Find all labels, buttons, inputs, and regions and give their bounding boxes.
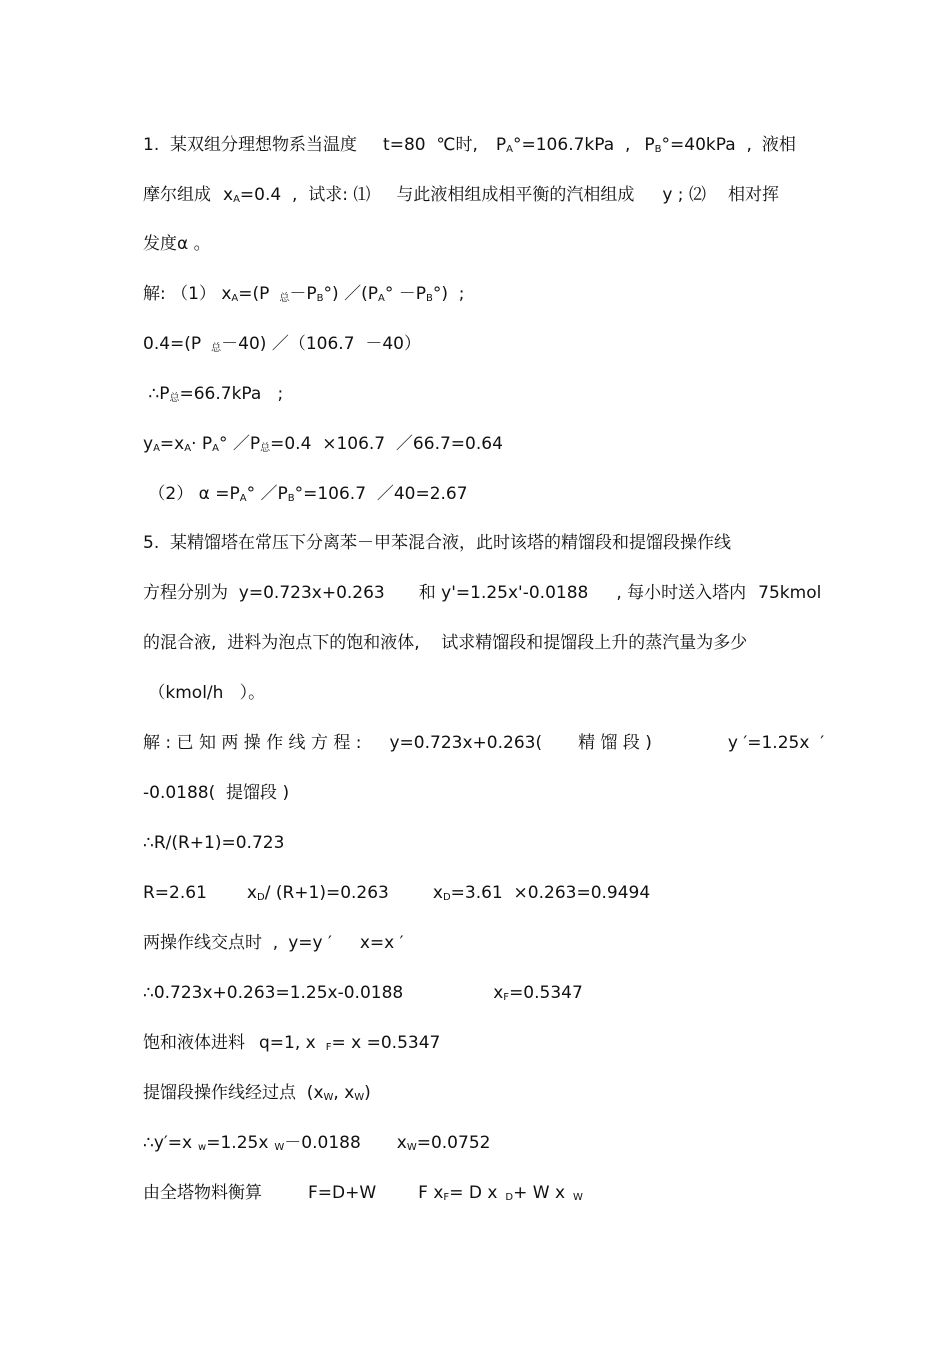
text: x [223,185,234,205]
subscript: 总 [211,343,222,354]
subscript: 总 [169,393,180,404]
text: R=2.61 [143,883,207,903]
text: °=106.7kPa , [513,135,631,155]
text: q=1, x [259,1033,316,1053]
text: 75kmol [758,583,822,603]
text: （2） α =P [143,484,240,504]
text: 解: （1） x [143,284,232,304]
text: = D x [449,1183,498,1203]
text: = x =0.5347 [331,1033,441,1053]
text: =0.4 , 试求: ⑴ [239,185,371,205]
text: y ′=1.25x ′ [727,733,825,753]
text: x [432,883,443,903]
text: °=106.7 ／40=2.67 [294,484,468,504]
text: 0.4=(P [143,334,202,354]
subscript: B [654,144,662,155]
text: F=D+W [308,1183,377,1203]
solution5-line9 [143,1131,823,1155]
subscript: F [503,992,510,1003]
solution5-line4 [143,881,823,905]
solution5-line2 [143,781,823,805]
text: y ; ⑵ [662,185,706,205]
solution1-line4 [143,432,823,456]
subscript: W [323,1092,334,1103]
text: x [246,883,257,903]
text: 的混合液, 进料为泡点下的饱和液体, 试求精馏段和提馏段上升的蒸汽量为多少 [143,633,748,653]
subscript: 总 [279,293,290,304]
problem1-line1 [143,133,823,157]
text: 方程分别为 y=0.723x+0.263 [143,583,385,603]
problem5-line4 [143,681,823,705]
text: 摩尔组成 [143,185,211,205]
text: =0.5347 [509,983,583,1003]
subscript: B [316,293,324,304]
solution1-line3 [143,382,823,406]
text: P [495,135,507,155]
solution5-line1 [143,731,823,755]
text: =(P [238,284,270,304]
text: ∴R/(R+1)=0.723 [143,833,285,853]
subscript: A [212,443,219,454]
subscript: A [153,443,160,454]
text: / (R+1)=0.263 [264,883,389,903]
text: F x [418,1183,444,1203]
subscript: w [198,1142,207,1153]
text: =1.25x [206,1133,269,1153]
subscript: A [506,144,513,155]
subscript: D [442,892,451,903]
text: －40) ／（106.7 －40） [221,334,421,354]
text: y [143,434,154,454]
text: x [493,983,504,1003]
text: =0.0752 [416,1133,491,1153]
text: =0.4 ×106.7 ／66.7=0.64 [270,434,503,454]
text: 饱和液体进料 [143,1033,245,1053]
text: y=0.723x+0.263( [389,733,543,753]
text: 两操作线交点时 , [143,933,279,953]
problem1-line2 [143,183,823,207]
subscript: A [233,194,240,205]
text: t=80 ℃时, [383,135,478,155]
text: －0.0188 [284,1133,361,1153]
subscript: W [573,1192,583,1203]
solution1-line2 [143,332,823,356]
text: ) [364,1083,371,1103]
subscript: F [443,1192,450,1203]
solution5-line7 [143,1031,823,1055]
solution5-line8 [143,1081,823,1105]
text: ∴0.723x+0.263=1.25x-0.0188 [143,983,404,1003]
subscript: D [256,892,265,903]
text: 5. 某精馏塔在常压下分离苯－甲苯混合液，此时该塔的精馏段和提馏段操作线 [143,533,732,553]
problem5-line3 [143,631,823,655]
text: ° ／P [218,434,261,454]
text: P [644,135,655,155]
text: －P [289,284,317,304]
text: · P [191,434,213,454]
subscript: A [231,293,239,304]
subscript: W [354,1092,365,1103]
text: 与此液相组成相平衡的汽相组成 [396,185,635,205]
solution5-line6 [143,981,823,1005]
problem1-line3 [143,232,823,256]
text: + W x [513,1183,566,1203]
text: y=y ′ [288,933,332,953]
text: 由全塔物料衡算 [143,1183,262,1203]
subscript: A [377,293,385,304]
text: =66.7kPa ; [179,384,284,404]
subscript: F [325,1042,332,1053]
text: ° －P [384,284,426,304]
text: ° ／P [246,484,288,504]
text: x=x ′ [359,933,404,953]
subscript: D [505,1192,514,1203]
text: （kmol/h ）。 [143,683,266,703]
text: 精 馏 段 ) [578,733,652,753]
problem5-line2 [143,581,823,605]
problem5-line1 [143,531,823,555]
text: 1. 某双组分理想物系当温度 [143,135,358,155]
text: , x [333,1083,355,1103]
subscript: B [287,493,295,504]
text: =3.61 ×0.263=0.9494 [450,883,651,903]
subscript: 总 [260,443,271,454]
text: °) ; [432,284,465,304]
text: 提馏段操作线经过点 (x [143,1083,324,1103]
solution5-line10 [143,1181,823,1205]
text: =x [159,434,185,454]
subscript: A [239,493,247,504]
text: ∴P [143,384,170,404]
text: °) ／(P [323,284,378,304]
text: -0.0188( 提馏段 ) [143,783,290,803]
subscript: W [274,1142,285,1153]
subscript: A [184,443,192,454]
text: 和 y'=1.25x'-0.0188 [418,583,589,603]
text: ∴y′=x [143,1133,193,1153]
subscript: W [406,1142,417,1153]
solution1-line5 [143,482,823,506]
text: , 每小时送入塔内 [616,583,747,603]
solution5-line3 [143,831,823,855]
text: 解 : 已 知 两 操 作 线 方 程 : [143,733,362,753]
text: 发度α 。 [143,234,211,254]
solution1-line1 [143,282,823,306]
text: 液相 [761,135,796,155]
solution5-line5 [143,931,823,955]
subscript: B [425,293,433,304]
text: x [396,1133,407,1153]
text: °=40kPa , [661,135,752,155]
text: 相对挥 [727,185,779,205]
